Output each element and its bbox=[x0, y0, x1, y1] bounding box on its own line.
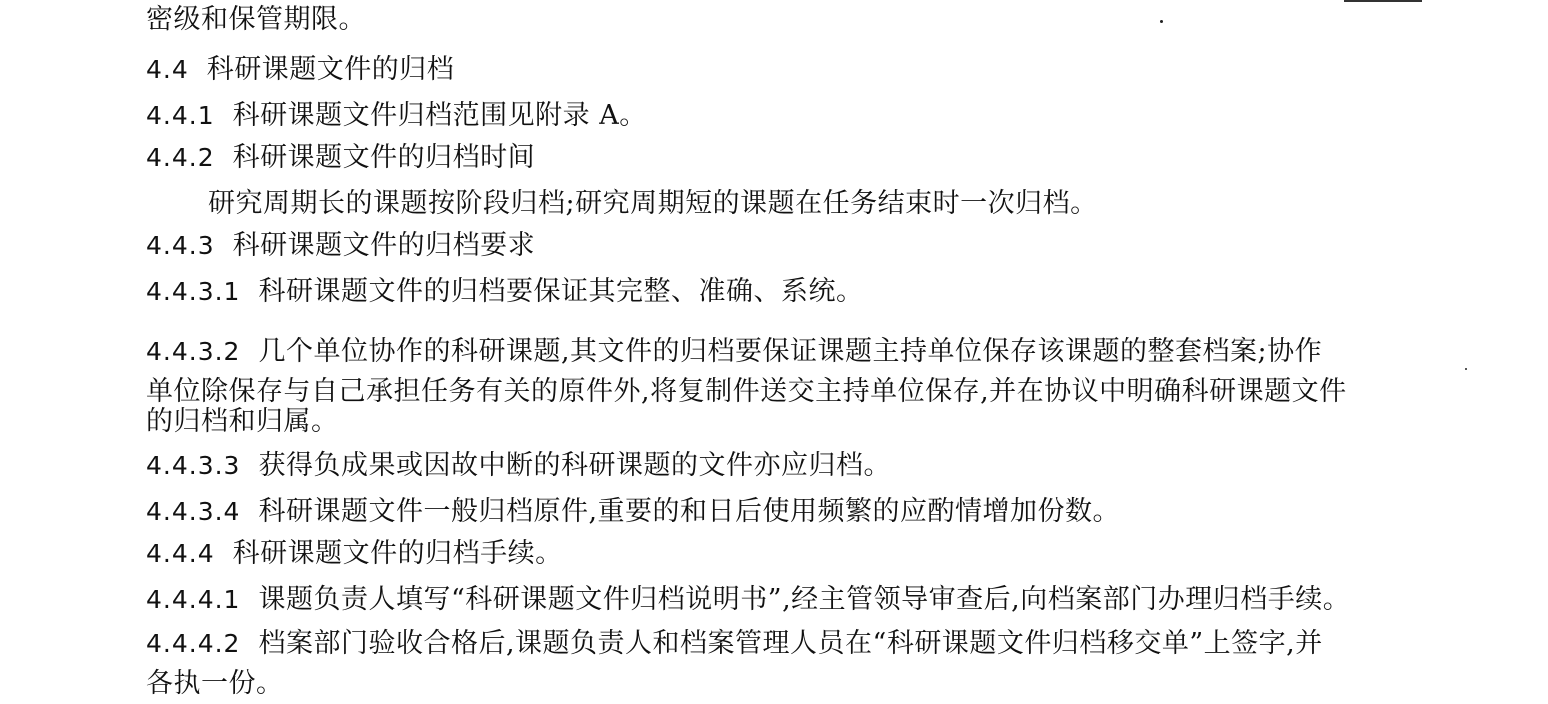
section-number: 4.4.3.1 bbox=[146, 277, 241, 306]
heading-4-4-3 bbox=[146, 228, 535, 264]
clause-4-4-3-1 bbox=[146, 274, 863, 310]
section-title: 科研课题文件的归档手续。 bbox=[232, 538, 563, 569]
scan-speck bbox=[1465, 368, 1467, 370]
heading-4-4 bbox=[146, 52, 454, 88]
section-number: 4.4.3.3 bbox=[146, 451, 241, 480]
clause-continuation bbox=[146, 404, 339, 440]
clause-text: 几个单位协作的科研课题,其文件的归档要保证课题主持单位保存该课题的整套档案;协作 bbox=[258, 336, 1323, 367]
clause-text: 科研课题文件的归档要保证其完整、准确、系统。 bbox=[258, 276, 864, 307]
scan-speck bbox=[1160, 20, 1163, 23]
clause-text: 各执一份。 bbox=[146, 668, 284, 699]
section-number: 4.4.3 bbox=[146, 231, 215, 260]
section-number: 4.4.3.4 bbox=[146, 497, 241, 526]
section-number: 4.4.4.1 bbox=[146, 585, 241, 614]
heading-4-4-4 bbox=[146, 536, 563, 572]
clause-continuation bbox=[146, 666, 284, 702]
clause-text: 科研课题文件一般归档原件,重要的和日后使用频繁的应酌情增加份数。 bbox=[258, 496, 1121, 527]
clause-text: 单位除保存与自己承担任务有关的原件外,将复制件送交主持单位保存,并在协议中明确科研课题文件 bbox=[146, 376, 1347, 407]
heading-4-4-2 bbox=[146, 140, 535, 176]
clause-4-4-4-2 bbox=[146, 626, 1323, 662]
clause-text: 课题负责人填写“科研课题文件归档说明书”,经主管领导审查后,向档案部门办理归档手续。 bbox=[258, 584, 1351, 615]
paragraph-timing bbox=[208, 186, 1098, 222]
clause-4-4-3-2 bbox=[146, 334, 1322, 370]
section-number: 4.4.3.2 bbox=[146, 337, 241, 366]
clause-4-4-1 bbox=[146, 98, 647, 134]
text-line-continuation bbox=[146, 2, 366, 38]
section-number: 4.4.2 bbox=[146, 143, 215, 172]
section-number: 4.4.1 bbox=[146, 101, 215, 130]
clause-text: 的归档和归属。 bbox=[146, 406, 339, 437]
clause-text: 科研课题文件归档范围见附录 A。 bbox=[232, 100, 647, 131]
section-number: 4.4 bbox=[146, 55, 189, 84]
clause-4-4-4-1 bbox=[146, 582, 1350, 618]
section-title: 科研课题文件的归档 bbox=[206, 54, 455, 85]
section-number: 4.4.4.2 bbox=[146, 629, 241, 658]
section-number: 4.4.4 bbox=[146, 539, 215, 568]
section-title: 科研课题文件的归档时间 bbox=[232, 142, 536, 173]
line-text: 密级和保管期限。 bbox=[146, 4, 366, 35]
clause-text: 获得负成果或因故中断的科研课题的文件亦应归档。 bbox=[258, 450, 891, 481]
top-rule bbox=[1344, 0, 1422, 2]
clause-4-4-3-4 bbox=[146, 494, 1120, 530]
clause-4-4-3-3 bbox=[146, 448, 891, 484]
paragraph-text: 研究周期长的课题按阶段归档;研究周期短的课题在任务结束时一次归档。 bbox=[208, 188, 1098, 219]
section-title: 科研课题文件的归档要求 bbox=[232, 230, 536, 261]
clause-text: 档案部门验收合格后,课题负责人和档案管理人员在“科研课题文件归档移交单”上签字,并 bbox=[258, 628, 1323, 659]
